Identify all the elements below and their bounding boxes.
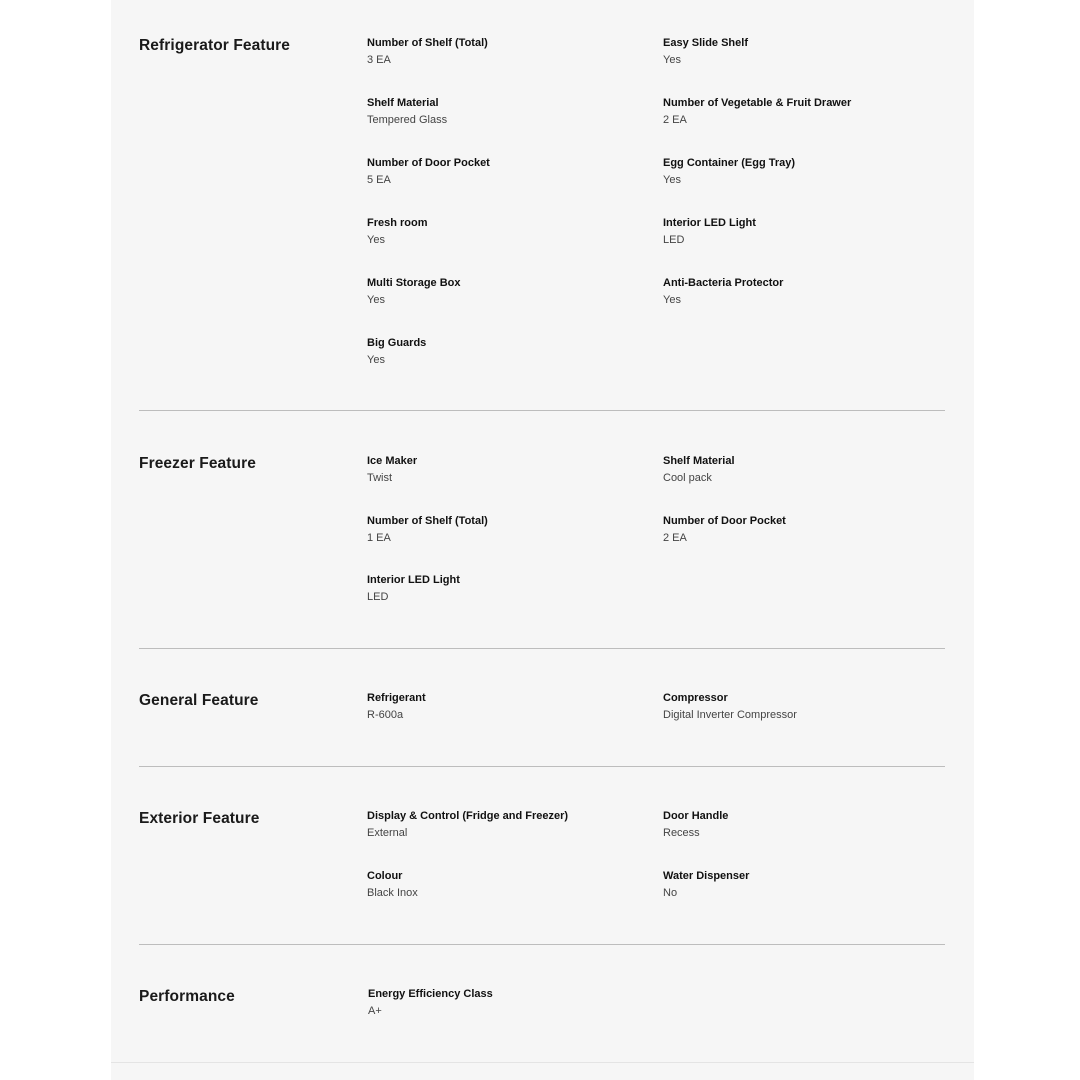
spec-value: Cool pack: [663, 472, 712, 484]
spec-item: [663, 455, 943, 485]
spec-item: [368, 988, 648, 1018]
spec-value: 2 EA: [663, 532, 687, 544]
spec-item: [367, 692, 647, 722]
spec-name: Easy Slide Shelf: [663, 37, 748, 49]
section-divider: [139, 944, 945, 945]
spec-item: [367, 97, 647, 127]
spec-item: [663, 870, 943, 900]
spec-item: [663, 515, 943, 545]
spec-item: [367, 337, 647, 367]
spec-name: Multi Storage Box: [367, 277, 461, 289]
section-title: Refrigerator Feature: [139, 37, 291, 54]
spec-item: [367, 574, 647, 604]
spec-value: External: [367, 827, 408, 839]
section-title: General Feature: [139, 692, 259, 709]
spec-name: Interior LED Light: [367, 574, 460, 586]
spec-name: Egg Container (Egg Tray): [663, 157, 796, 169]
spec-item: [367, 515, 647, 545]
spec-value: LED: [367, 591, 389, 603]
spec-name: Number of Shelf (Total): [367, 37, 488, 49]
spec-name: Fresh room: [367, 217, 428, 229]
spec-value: Twist: [367, 472, 393, 484]
spec-name: Door Handle: [663, 810, 729, 822]
section-divider: [139, 410, 945, 411]
spec-name: Number of Door Pocket: [663, 515, 786, 527]
spec-value: LED: [663, 234, 685, 246]
spec-name: Energy Efficiency Class: [368, 988, 493, 1000]
spec-value: 1 EA: [367, 532, 391, 544]
section-title: Freezer Feature: [139, 455, 256, 472]
spec-name: Big Guards: [367, 337, 427, 349]
spec-name: Compressor: [663, 692, 728, 704]
spec-item: [663, 277, 943, 307]
spec-item: [663, 692, 943, 722]
spec-value: 3 EA: [367, 54, 391, 66]
spec-item: [367, 157, 647, 187]
spec-name: Display & Control (Fridge and Freezer): [367, 810, 569, 822]
spec-value: Tempered Glass: [367, 114, 448, 126]
spec-item: [367, 810, 647, 840]
section-divider: [139, 766, 945, 767]
spec-value: Yes: [367, 354, 385, 366]
spec-value: A+: [368, 1005, 382, 1017]
spec-value: Yes: [367, 294, 385, 306]
spec-name: Number of Shelf (Total): [367, 515, 488, 527]
spec-name: Colour: [367, 870, 403, 882]
spec-value: 5 EA: [367, 174, 391, 186]
panel-bottom-border: [111, 1062, 974, 1063]
spec-value: Yes: [367, 234, 385, 246]
spec-name: Anti-Bacteria Protector: [663, 277, 784, 289]
spec-value: Black Inox: [367, 887, 418, 899]
spec-name: Interior LED Light: [663, 217, 756, 229]
spec-item: [367, 455, 647, 485]
spec-name: Number of Vegetable & Fruit Drawer: [663, 97, 852, 109]
spec-item: [663, 217, 943, 247]
spec-value: Recess: [663, 827, 700, 839]
specifications-panel: [111, 0, 974, 1080]
spec-name: Shelf Material: [367, 97, 439, 109]
spec-item: [663, 157, 943, 187]
spec-item: [367, 870, 647, 900]
spec-name: Refrigerant: [367, 692, 426, 704]
spec-item: [367, 37, 647, 67]
spec-item: [367, 217, 647, 247]
spec-item: [663, 37, 943, 67]
spec-name: Ice Maker: [367, 455, 418, 467]
spec-item: [663, 810, 943, 840]
spec-value: Digital Inverter Compressor: [663, 709, 797, 721]
spec-value: Yes: [663, 174, 681, 186]
spec-value: 2 EA: [663, 114, 687, 126]
spec-name: Number of Door Pocket: [367, 157, 490, 169]
spec-value: R-600a: [367, 709, 404, 721]
spec-value: Yes: [663, 294, 681, 306]
spec-item: [663, 97, 943, 127]
spec-item: [367, 277, 647, 307]
spec-name: Water Dispenser: [663, 870, 750, 882]
spec-name: Shelf Material: [663, 455, 735, 467]
spec-value: No: [663, 887, 678, 899]
section-divider: [139, 648, 945, 649]
section-title: Exterior Feature: [139, 810, 260, 827]
section-title: Performance: [139, 988, 235, 1005]
spec-value: Yes: [663, 54, 681, 66]
